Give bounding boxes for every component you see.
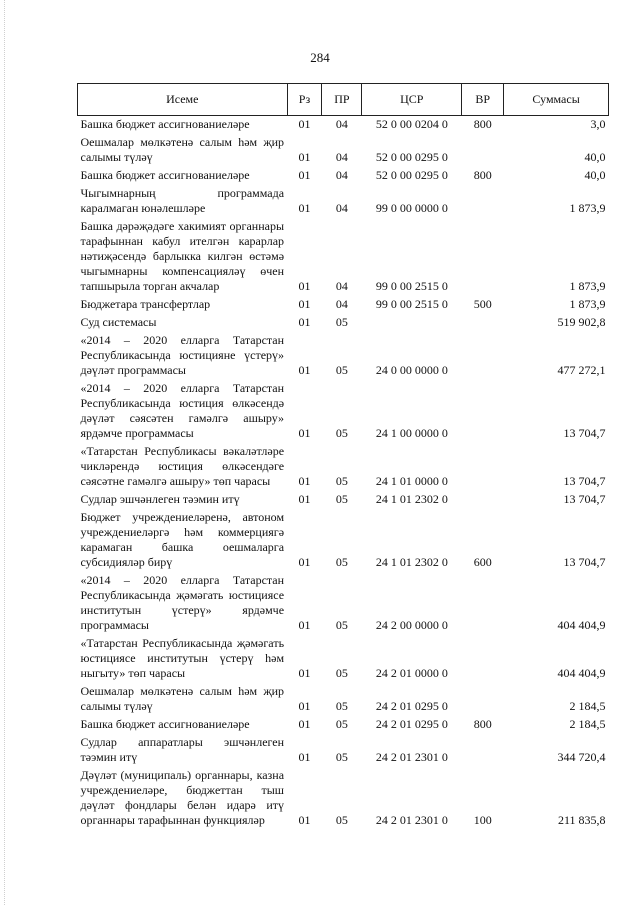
cell-name: Судлар аппаратлары эшчәнлеген тәэмин итү — [80, 735, 285, 764]
cell-name: Башка бюджет ассигнованиеләре — [80, 717, 250, 731]
cell-csr: 24 2 00 0000 0 — [375, 618, 448, 632]
cell-rz: 01 — [298, 717, 311, 731]
cell-vr — [462, 572, 504, 635]
cell-sum: 13 704,7 — [563, 474, 606, 488]
cell-csr: 52 0 00 0295 0 — [375, 150, 448, 164]
cell-rz: 01 — [298, 363, 311, 377]
cell-name: «Татарстан Республикасы вәкаләтләре чикләрендә юстиция өлкәсендәге сәясәтне гамәлгә ашыру» төп чарасы — [80, 444, 285, 488]
table-row — [78, 572, 609, 635]
cell-csr: 24 2 01 2301 0 — [375, 813, 448, 827]
cell-rz: 01 — [298, 117, 311, 131]
cell-sum: 211 835,8 — [557, 813, 606, 827]
cell-vr — [462, 443, 504, 491]
header-name: Исеме — [78, 84, 288, 116]
table-row — [78, 734, 609, 767]
cell-name: «2014 – 2020 елларга Татарстан Республикасында юстиция өлкәсендә дәүләт сәясәтен гамәлгә ашыру» ярдәмче программасы — [80, 381, 285, 440]
cell-rz: 01 — [298, 297, 311, 311]
cell-rz: 01 — [298, 666, 311, 680]
scan-margin-marks — [4, 0, 9, 905]
cell-csr: 24 1 01 0000 0 — [375, 474, 448, 488]
cell-pr: 05 — [335, 555, 348, 569]
cell-csr: 24 2 01 2301 0 — [375, 750, 448, 764]
cell-rz: 01 — [298, 279, 311, 293]
cell-rz: 01 — [298, 168, 311, 182]
cell-name: Бюджетара трансфертлар — [80, 297, 211, 311]
cell-name: Башка бюджет ассигнованиеләре — [80, 168, 250, 182]
cell-pr: 05 — [335, 618, 348, 632]
table-row — [78, 767, 609, 830]
cell-pr: 05 — [335, 699, 348, 713]
cell-csr: 24 2 01 0000 0 — [375, 666, 448, 680]
cell-sum: 2 184,5 — [569, 717, 606, 731]
cell-sum: 404 404,9 — [557, 666, 606, 680]
cell-vr: 100 — [473, 813, 492, 827]
cell-pr: 05 — [335, 363, 348, 377]
cell-csr: 52 0 00 0204 0 — [375, 117, 448, 131]
cell-name: Дәүләт (муниципаль) органнары, казна учреждениеләре, бюджеттан тыш дәүләт фондлары белән идарә итү органнары тарафыннан функцияләр — [80, 768, 285, 827]
header-sum: Суммасы — [504, 84, 609, 116]
cell-vr — [462, 491, 504, 509]
cell-sum: 40,0 — [584, 168, 606, 182]
cell-rz: 01 — [298, 555, 311, 569]
cell-pr: 05 — [335, 492, 348, 506]
cell-name: «Татарстан Республикасында җәмәгать юстициясе институтын үстерү һәм ныгыту» төп чарасы — [80, 636, 285, 680]
cell-sum: 40,0 — [584, 150, 606, 164]
cell-name: Бюджет учреждениеләренә, автоном учреждениеләргә һәм коммерциягә карамаган башка оешмаларга субсидияләр бирү — [80, 510, 285, 569]
table-row — [78, 491, 609, 509]
table-row — [78, 509, 609, 572]
cell-sum: 13 704,7 — [563, 555, 606, 569]
table-row — [78, 218, 609, 296]
cell-sum: 344 720,4 — [557, 750, 606, 764]
cell-csr: 24 1 01 2302 0 — [375, 555, 448, 569]
cell-pr: 05 — [335, 426, 348, 440]
cell-csr: 24 2 01 0295 0 — [375, 717, 448, 731]
cell-vr: 600 — [473, 555, 492, 569]
cell-name: Чыгымнарның программада каралмаган юнәлешләре — [80, 186, 285, 215]
cell-vr — [462, 380, 504, 443]
cell-sum: 519 902,8 — [557, 315, 606, 329]
cell-pr: 04 — [335, 201, 348, 215]
table-row — [78, 380, 609, 443]
cell-name: «2014 – 2020 елларга Татарстан Республикасында юстицияне үстерү» дәүләт программасы — [80, 333, 285, 377]
table-header-row — [78, 84, 609, 116]
cell-vr: 800 — [473, 168, 492, 182]
budget-table — [77, 83, 609, 830]
header-vr: ВР — [462, 84, 504, 116]
cell-name: Башка бюджет ассигнованиеләре — [80, 117, 250, 131]
table-row — [78, 167, 609, 185]
table-row — [78, 443, 609, 491]
cell-sum: 1 873,9 — [569, 297, 606, 311]
table-row — [78, 683, 609, 716]
cell-vr — [462, 134, 504, 167]
cell-rz: 01 — [298, 813, 311, 827]
cell-vr: 800 — [473, 117, 492, 131]
cell-csr: 52 0 00 0295 0 — [375, 168, 448, 182]
cell-vr — [462, 635, 504, 683]
header-pr: ПР — [322, 84, 362, 116]
header-csr: ЦСР — [362, 84, 462, 116]
cell-vr — [462, 185, 504, 218]
cell-pr: 05 — [335, 315, 348, 329]
cell-vr — [462, 734, 504, 767]
table-row — [78, 635, 609, 683]
page-number: 284 — [310, 50, 330, 65]
cell-rz: 01 — [298, 618, 311, 632]
cell-vr: 500 — [473, 297, 492, 311]
table-row — [78, 296, 609, 314]
cell-vr — [462, 332, 504, 380]
cell-csr: 24 2 01 0295 0 — [375, 699, 448, 713]
cell-rz: 01 — [298, 699, 311, 713]
cell-sum: 404 404,9 — [557, 618, 606, 632]
cell-pr: 05 — [335, 474, 348, 488]
cell-sum: 477 272,1 — [557, 363, 606, 377]
cell-pr: 05 — [335, 750, 348, 764]
cell-vr — [462, 218, 504, 296]
cell-name: Оешмалар мөлкәтенә салым һәм җир салымы түләү — [80, 684, 285, 713]
cell-rz: 01 — [298, 315, 311, 329]
cell-csr: 99 0 00 0000 0 — [375, 201, 448, 215]
table-row — [78, 185, 609, 218]
cell-sum: 13 704,7 — [563, 492, 606, 506]
table-row — [78, 716, 609, 734]
table-body — [78, 116, 609, 831]
cell-csr: 24 1 00 0000 0 — [375, 426, 448, 440]
header-rz: Рз — [287, 84, 322, 116]
table-row — [78, 134, 609, 167]
cell-name: Башка дәрәҗәдәге хакимият органнары тарафыннан кабул ителгән карарлар нәтиҗәсендә барлыкка килгән өстәмә чыгымнарны компенсацияләү өчен тапшырыла торган акчалар — [80, 219, 285, 293]
cell-vr — [462, 314, 504, 332]
cell-name: Оешмалар мөлкәтенә салым һәм җир салымы түләү — [80, 135, 285, 164]
cell-rz: 01 — [298, 426, 311, 440]
cell-pr: 05 — [335, 717, 348, 731]
cell-name: Суд системасы — [80, 315, 157, 329]
cell-sum: 3,0 — [590, 117, 606, 131]
cell-sum: 1 873,9 — [569, 279, 606, 293]
cell-csr: 24 0 00 0000 0 — [375, 363, 448, 377]
cell-pr: 04 — [335, 297, 348, 311]
cell-name: «2014 – 2020 елларга Татарстан Республикасында җәмәгать юстициясе институтын үстерү» ярдәмче программасы — [80, 573, 285, 632]
cell-csr: 24 1 01 2302 0 — [375, 492, 448, 506]
cell-name: Судлар эшчәнлеген тәэмин итү — [80, 492, 240, 506]
cell-rz: 01 — [298, 201, 311, 215]
cell-pr: 05 — [335, 813, 348, 827]
cell-csr: 99 0 00 2515 0 — [375, 279, 448, 293]
cell-sum: 13 704,7 — [563, 426, 606, 440]
cell-csr: 99 0 00 2515 0 — [375, 297, 448, 311]
table-row — [78, 332, 609, 380]
cell-sum: 1 873,9 — [569, 201, 606, 215]
cell-rz: 01 — [298, 474, 311, 488]
cell-vr — [462, 683, 504, 716]
table-row — [78, 116, 609, 135]
cell-rz: 01 — [298, 750, 311, 764]
cell-rz: 01 — [298, 150, 311, 164]
cell-vr: 800 — [473, 717, 492, 731]
cell-pr: 04 — [335, 117, 348, 131]
cell-pr: 05 — [335, 666, 348, 680]
cell-csr — [362, 314, 462, 332]
cell-pr: 04 — [335, 279, 348, 293]
cell-rz: 01 — [298, 492, 311, 506]
table-row — [78, 314, 609, 332]
cell-pr: 04 — [335, 168, 348, 182]
cell-pr: 04 — [335, 150, 348, 164]
cell-sum: 2 184,5 — [569, 699, 606, 713]
